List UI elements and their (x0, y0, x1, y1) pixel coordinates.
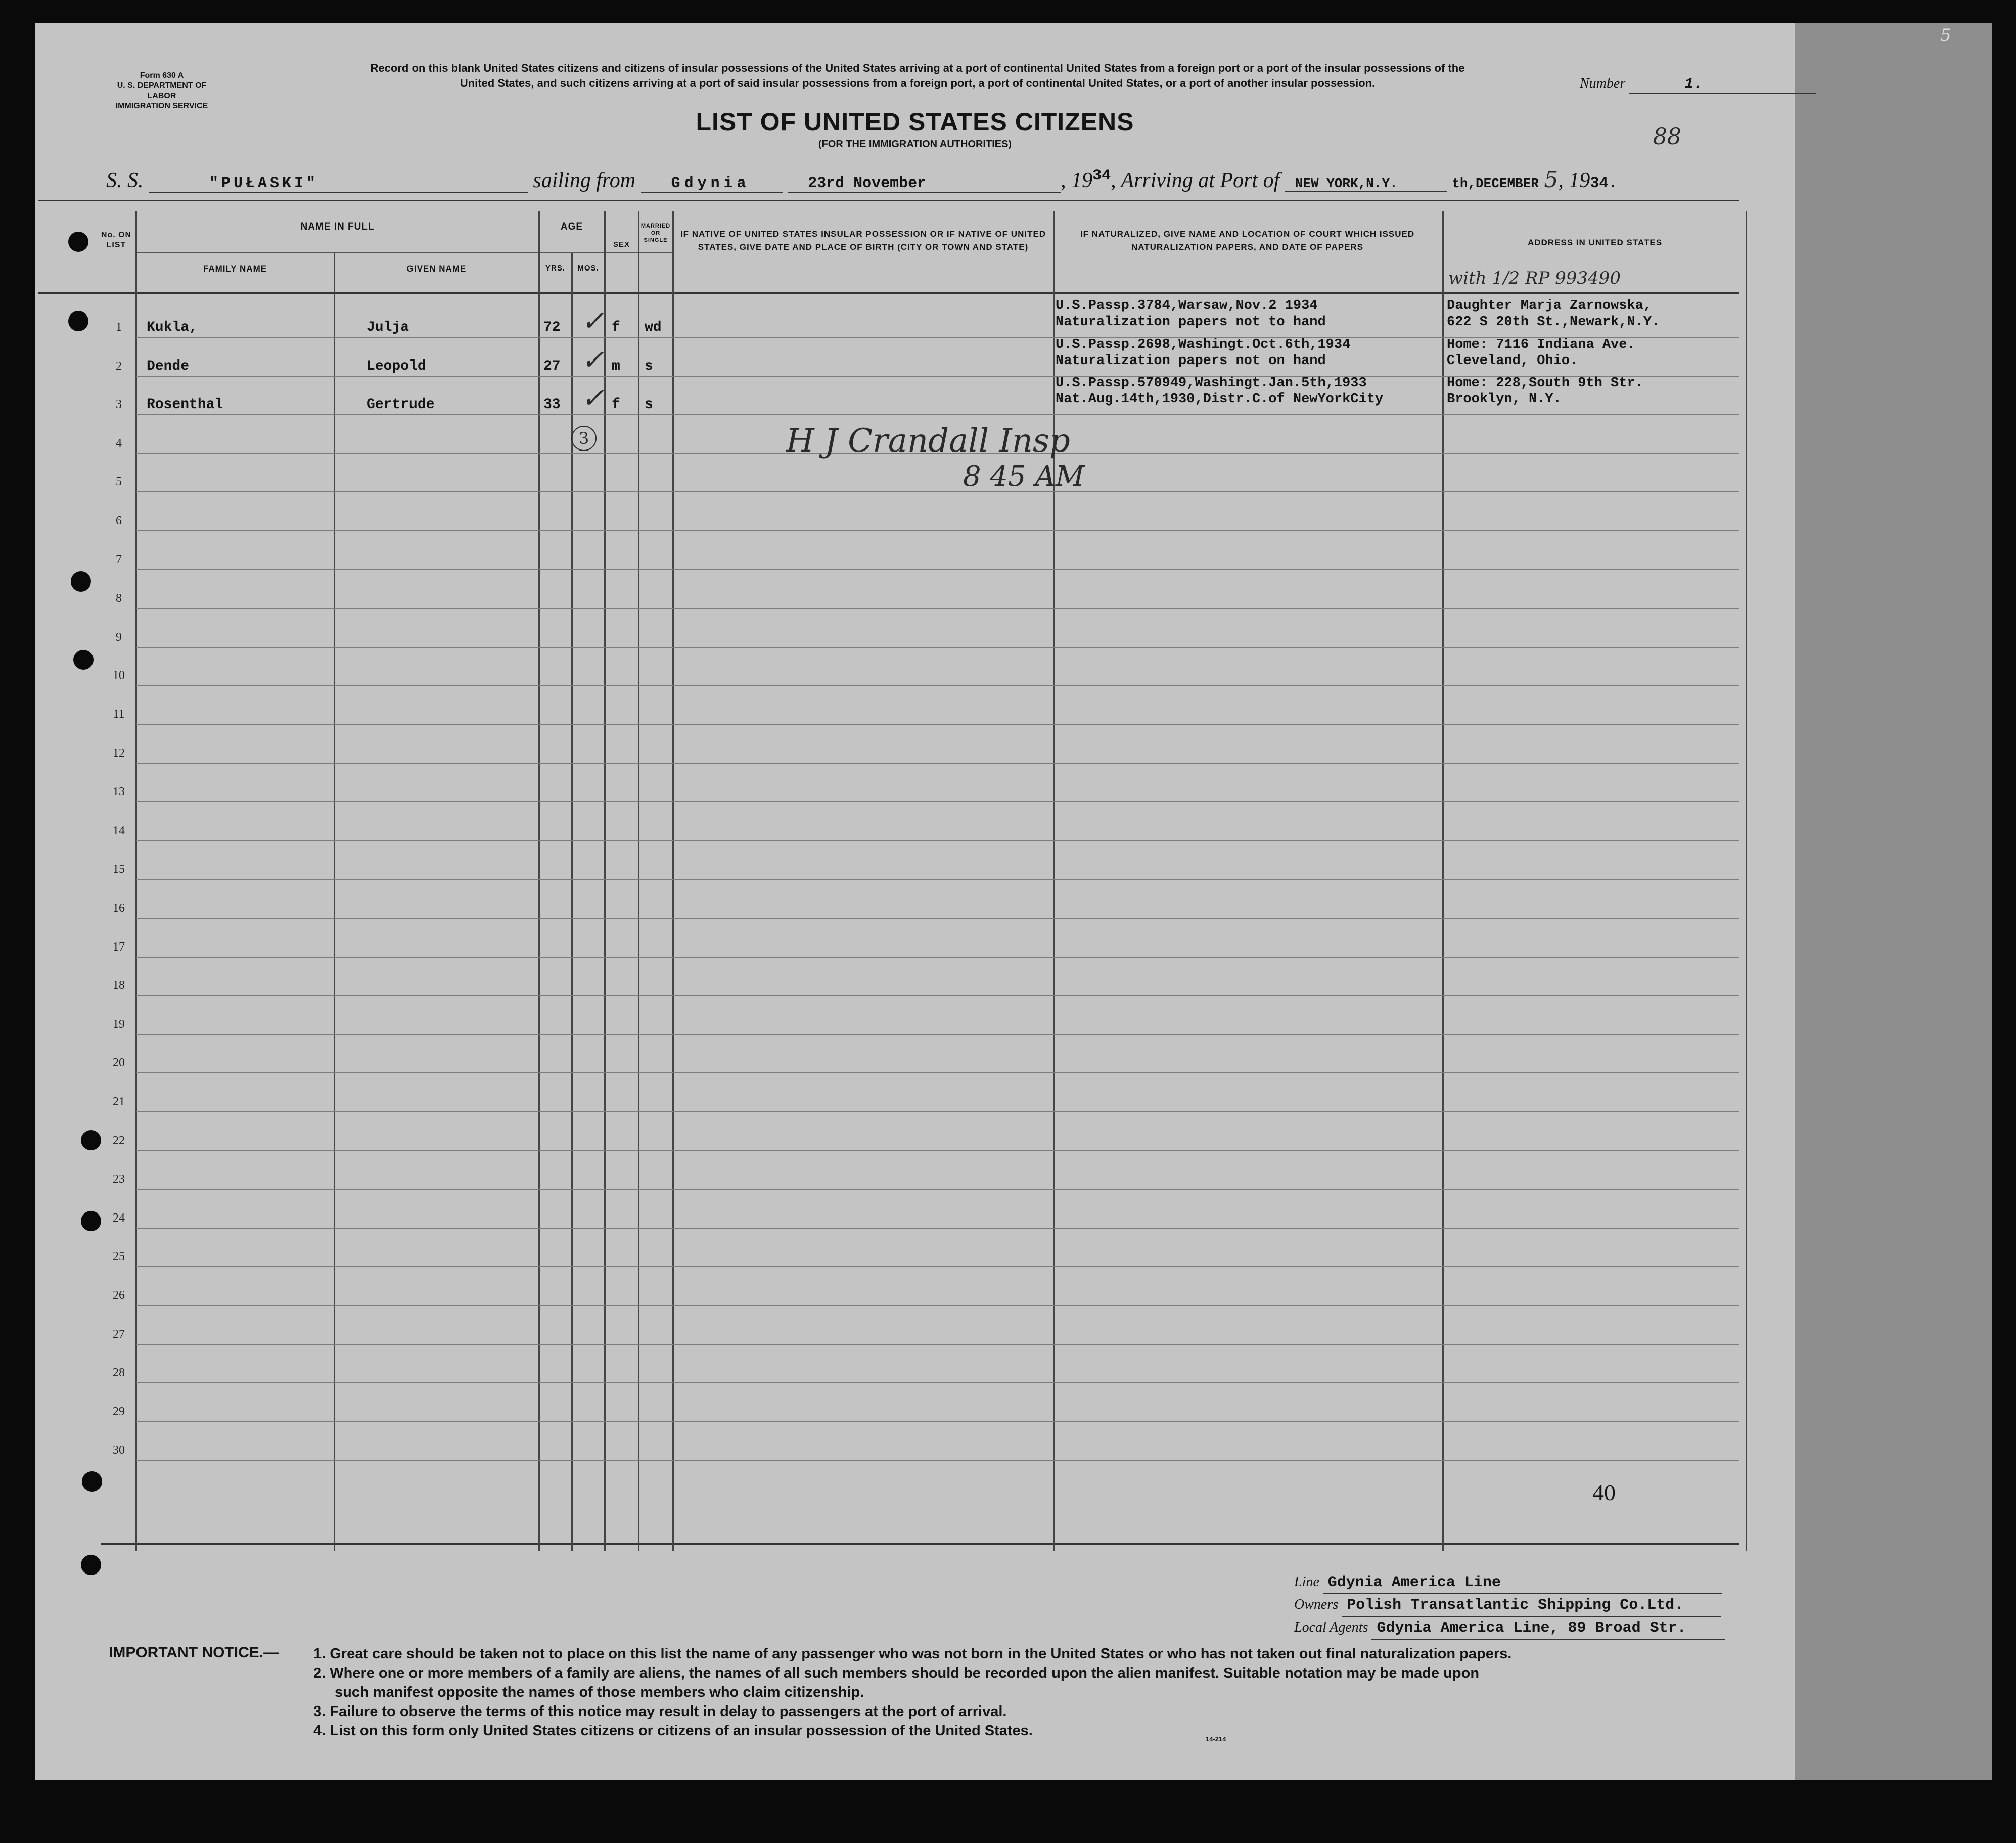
row-number: 17 (113, 940, 125, 954)
department: U. S. DEPARTMENT OF LABOR (117, 81, 207, 100)
row-number: 10 (113, 669, 125, 682)
page-mark: 5 (1940, 25, 1951, 46)
check-mark-icon: ✓ (581, 305, 605, 337)
row-rule (136, 608, 1739, 609)
row-number: 27 (113, 1328, 125, 1341)
header-native-insular: IF NATIVE OF UNITED STATES INSULAR POSSESSION OR IF NATIVE OF UNITED STATES, GIVE DATE AND PLACE OF BIRTH (CITY OR TOWN AND STATE) (680, 229, 1046, 252)
cell-nat-line1: U.S.Passp.2698,Washingt.Oct.6th,1934 (1056, 337, 1351, 352)
row-rule (136, 918, 1739, 919)
row-number: 13 (113, 785, 125, 798)
notice-title-text: IMPORTANT NOTICE. (109, 1644, 264, 1661)
inspector-signature: H J Crandall Insp (786, 422, 1070, 460)
cell-addr-line2: Brooklyn, N.Y. (1447, 392, 1562, 407)
row-rule (136, 530, 1739, 531)
header-given-name: GIVEN NAME (406, 264, 467, 274)
row-number: 30 (113, 1444, 125, 1457)
row-number: 25 (113, 1250, 125, 1263)
form-id-block (104, 71, 220, 111)
cell-age: 27 (543, 358, 561, 374)
binder-hole (81, 1130, 101, 1150)
line-value: Gdynia America Line (1323, 1572, 1722, 1594)
cell-marital: s (645, 397, 653, 413)
bottom-code: 14-214 (1206, 1735, 1226, 1743)
year-prefix: 19 (1071, 169, 1093, 192)
row-rule (136, 1460, 1739, 1461)
arrival-port: NEW YORK,N.Y. (1285, 176, 1447, 192)
row-rule (136, 1228, 1739, 1229)
header-married-single: MARRIED OR SINGLE (640, 223, 671, 243)
col-rule (538, 211, 540, 1551)
line-label: Line (1294, 1574, 1319, 1590)
bottom-number: 40 (1592, 1479, 1616, 1505)
col-rule (672, 211, 674, 1551)
arrival-year-prefix: 19 (1569, 169, 1590, 192)
header-family-name: FAMILY NAME (203, 264, 267, 274)
check-mark-icon: ✓ (581, 344, 605, 376)
cell-marital: wd (645, 320, 662, 335)
row-number: 5 (116, 475, 122, 488)
row-number: 9 (116, 631, 122, 644)
number-field (1580, 76, 1816, 94)
cell-sex: m (612, 358, 620, 374)
row-number: 16 (113, 902, 125, 915)
cell-sex: f (612, 320, 620, 335)
row-number: 18 (113, 979, 125, 992)
row-rule (136, 840, 1739, 841)
cell-addr-line2: 622 S 20th St.,Newark,N.Y. (1447, 314, 1660, 330)
form-id: Form 630 A (140, 71, 184, 80)
row-rule (136, 1034, 1739, 1035)
agents-value: Gdynia America Line, 89 Broad Str. (1371, 1617, 1725, 1640)
from-port: Gdynia (641, 175, 783, 193)
cell-marital: s (645, 358, 653, 374)
row-rule (136, 879, 1739, 880)
cell-addr-line1: Daughter Marja Zarnowska, (1447, 298, 1652, 313)
number-label: Number (1580, 76, 1626, 92)
row-number: 7 (116, 553, 122, 566)
table-top-rule (38, 200, 1739, 201)
row-number: 12 (113, 747, 125, 760)
row-rule (136, 801, 1739, 802)
voyage-line: S. S. "PUŁASKI" sailing from Gdynia 23rd November , $19^{34}$, Arriving at Port of NEW YORK,N.Y. th,DECEMBER 5, 1934. (106, 167, 1618, 193)
check-mark-icon: ✓ (581, 382, 605, 414)
count-circle: 3 (571, 426, 597, 451)
row-rule (136, 414, 1739, 415)
cell-age: 72 (543, 320, 561, 335)
notice-item: 2. Where one or more members of a family are aliens, the names of all such members should be recorded upon the alien manifest. Suitable notation may be made upon (313, 1665, 1480, 1681)
row-number: 20 (113, 1056, 125, 1069)
binder-hole (81, 1555, 101, 1575)
row-number: 2 (116, 359, 122, 373)
row-number: 23 (113, 1173, 125, 1186)
cell-addr-line2: Cleveland, Ohio. (1447, 353, 1578, 369)
cell-nat-line1: U.S.Passp.570949,Washingt.Jan.5th,1933 (1056, 376, 1367, 391)
row-rule (136, 1344, 1739, 1345)
row-rule (136, 1266, 1739, 1267)
row-rule (136, 647, 1739, 648)
binder-hole (71, 571, 91, 592)
sailing-label: sailing from (533, 169, 636, 192)
departure-date: 23rd November (788, 175, 1061, 193)
cell-family: Rosenthal (147, 397, 223, 413)
row-rule (136, 1111, 1739, 1112)
row-rule (136, 1382, 1739, 1383)
row-rule (136, 724, 1739, 725)
row-rule (136, 763, 1739, 764)
header-age: AGE (560, 221, 583, 232)
row-number: 4 (116, 437, 122, 450)
row-number: 26 (113, 1289, 125, 1302)
notice-item: 4. List on this form only United States citizens or citizens of an insular possession of the United States. (313, 1723, 1033, 1739)
ship-name: "PUŁASKI" (149, 175, 528, 193)
header-subrule (136, 252, 672, 253)
cell-given: Julja (366, 320, 409, 335)
handwritten-time: 8 45 AM (963, 460, 1085, 493)
owners-value: Polish Transatlantic Shipping Co.Ltd. (1342, 1595, 1721, 1617)
scan-edge (1795, 23, 1992, 1780)
cell-addr-line1: Home: 228,South 9th Str. (1447, 376, 1643, 391)
page-title: LIST OF UNITED STATES CITIZENS (696, 108, 1134, 136)
binder-hole (68, 311, 88, 331)
notice-title: IMPORTANT NOTICE.— (109, 1644, 279, 1661)
binder-hole (73, 650, 94, 670)
notice-item: 1. Great care should be taken not to place on this list the name of any passenger who was not born in the United States or who has not taken out final naturalization papers. (313, 1646, 1512, 1662)
cell-nat-line1: U.S.Passp.3784,Warsaw,Nov.2 1934 (1056, 298, 1318, 313)
row-number: 24 (113, 1211, 125, 1225)
shipping-info (1294, 1571, 1725, 1640)
departure-year: 34 (1092, 167, 1111, 185)
number-value: 1. (1629, 76, 1816, 94)
row-number: 19 (113, 1018, 125, 1031)
owners-label: Owners (1294, 1597, 1339, 1612)
row-rule (136, 957, 1739, 958)
cell-nat-line2: Nat.Aug.14th,1930,Distr.C.of NewYorkCity (1056, 392, 1384, 407)
col-rule (1442, 211, 1444, 1551)
table-bottom-rule (101, 1543, 1739, 1545)
col-rule (571, 253, 573, 1551)
col-rule (638, 211, 639, 1551)
cell-given: Gertrude (366, 397, 435, 413)
col-rule (1053, 211, 1055, 1551)
arriving-label: Arriving at Port of (1121, 169, 1280, 192)
cell-nat-line2: Naturalization papers not on hand (1056, 353, 1326, 369)
row-number: 21 (113, 1095, 125, 1108)
col-rule (604, 211, 606, 1551)
row-number: 28 (113, 1366, 125, 1379)
row-number: 1 (116, 321, 122, 334)
instructions-text: Record on this blank United States citizens and citizens of insular possessions of the United States arriving at a port of continental United States from a foreign port or a port of the insular possessions of the United States, and such citizens arriving at a port of said insular possessions from a foreign port, a port of continental United States, or a port of another insular possession. (370, 62, 1465, 89)
row-rule (136, 685, 1739, 686)
header-bottom-rule (38, 292, 1739, 294)
notice-item: such manifest opposite the names of those members who claim citizenship. (335, 1684, 864, 1700)
header-naturalized: IF NATURALIZED, GIVE NAME AND LOCATION OF COURT WHICH ISSUED NATURALIZATION PAPERS, AND DATE OF PAPERS (1080, 229, 1415, 252)
row-rule (136, 995, 1739, 996)
agents-label: Local Agents (1294, 1620, 1368, 1635)
row-rule (136, 1421, 1739, 1422)
cell-nat-line2: Naturalization papers not to hand (1056, 314, 1326, 330)
binder-hole (82, 1471, 102, 1492)
header-address: ADDRESS IN UNITED STATES (1527, 238, 1663, 247)
cell-addr-line1: Home: 7116 Indiana Ave. (1447, 337, 1635, 352)
row-rule (136, 1189, 1739, 1190)
row-rule (136, 1072, 1739, 1073)
header-mos: MOS. (577, 264, 599, 273)
ss-label: S. S. (106, 169, 144, 192)
row-number: 22 (113, 1134, 125, 1147)
binder-hole (68, 232, 88, 252)
header-sex: SEX (613, 240, 630, 249)
row-rule (136, 491, 1739, 492)
header-yrs: YRS. (545, 264, 565, 273)
cell-family: Kukla, (147, 320, 198, 335)
col-rule (334, 253, 335, 1551)
header-name-in-full: NAME IN FULL (300, 221, 375, 232)
row-number: 29 (113, 1405, 125, 1418)
row-rule (136, 569, 1739, 570)
page-subtitle: (FOR THE IMMIGRATION AUTHORITIES) (818, 139, 1012, 150)
header-no-on-list: No. ON LIST (101, 231, 132, 249)
row-number: 14 (113, 824, 125, 837)
notice-item: 3. Failure to observe the terms of this notice may result in delay to passengers at the port of arrival. (313, 1703, 1007, 1720)
row-number: 6 (116, 514, 122, 527)
handwritten-address-note: with 1/2 RP 993490 (1448, 268, 1621, 288)
row-number: 11 (113, 708, 125, 721)
row-number: 8 (116, 592, 122, 605)
cell-sex: f (612, 397, 620, 413)
row-rule (136, 1150, 1739, 1151)
row-number: 15 (113, 863, 125, 876)
service: IMMIGRATION SERVICE (115, 102, 208, 110)
arrival-day: 5 (1544, 167, 1559, 193)
arrival-year: 34. (1590, 175, 1618, 192)
arrival-date: th,DECEMBER (1452, 176, 1539, 191)
notice-list (313, 1644, 1729, 1740)
col-rule (135, 211, 137, 1551)
cell-age: 33 (543, 397, 561, 413)
annotation-88: 88 (1653, 124, 1681, 150)
cell-given: Leopold (366, 358, 426, 374)
row-number: 3 (116, 398, 122, 411)
cell-family: Dende (147, 358, 190, 374)
binder-hole (81, 1211, 101, 1231)
row-rule (136, 1305, 1739, 1306)
col-rule (1746, 211, 1747, 1551)
